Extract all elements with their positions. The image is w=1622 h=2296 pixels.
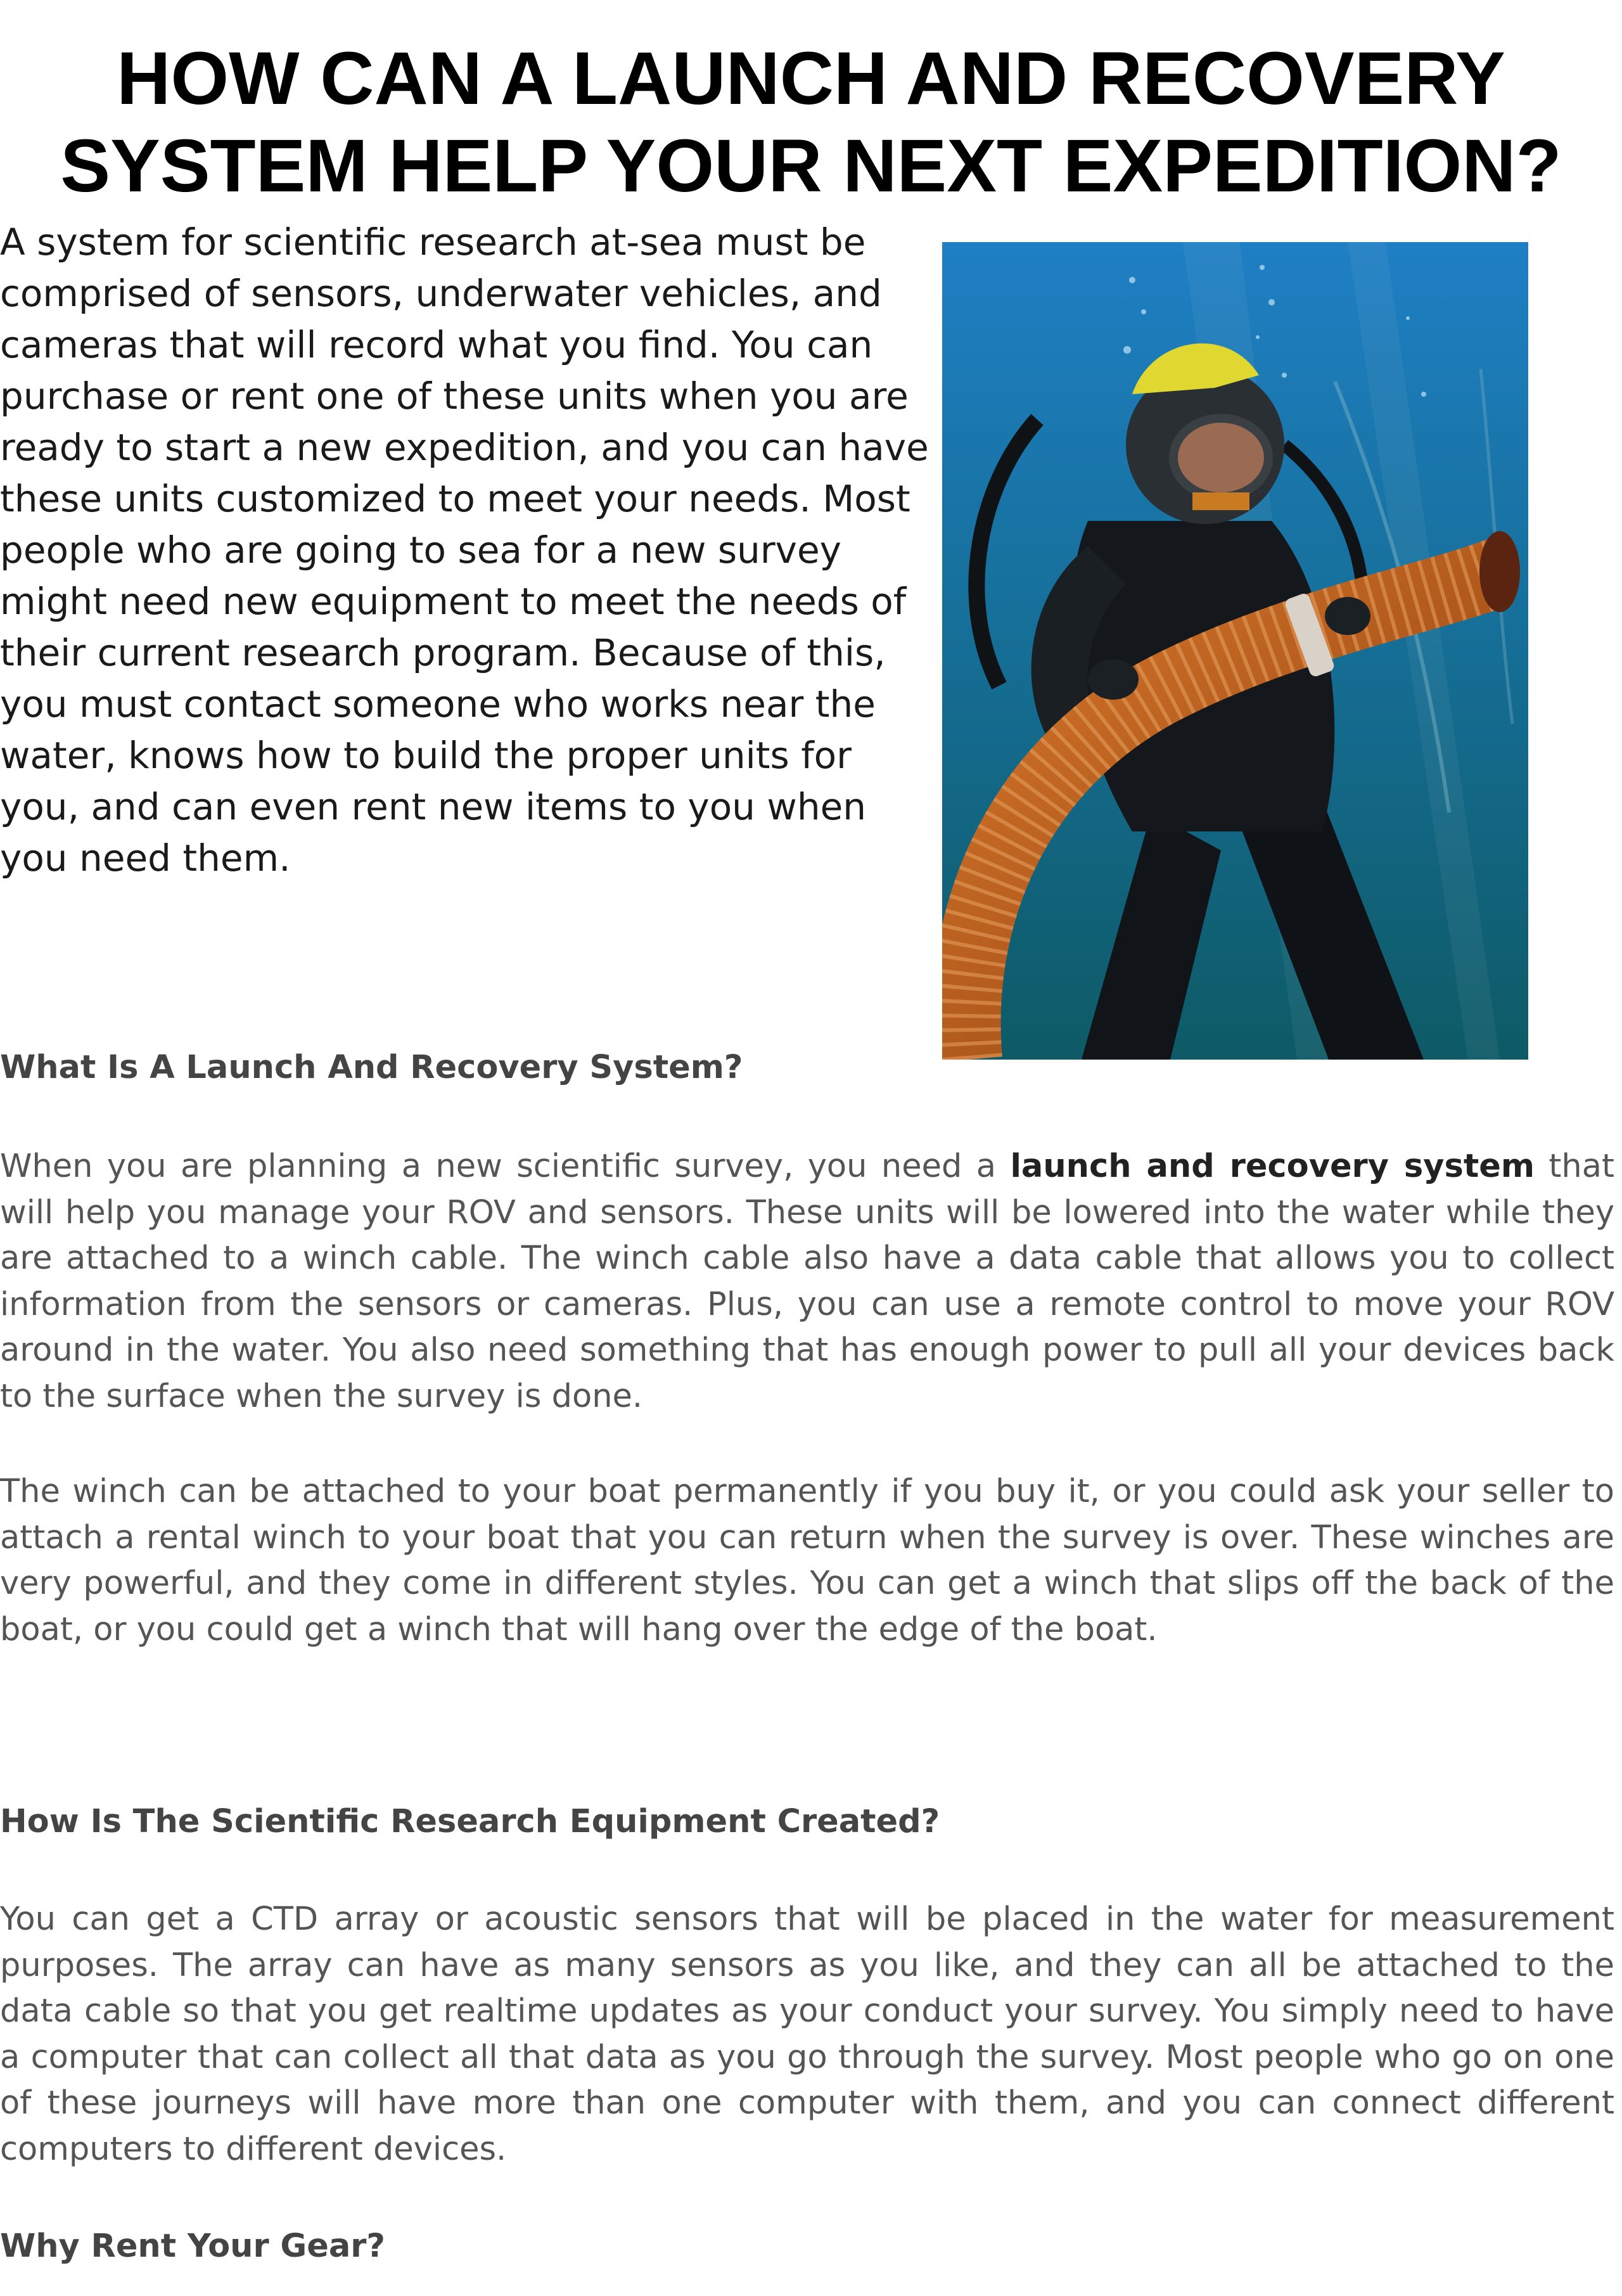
launch-recovery-link-text: launch and recovery system <box>1010 1148 1535 1185</box>
diver-photo <box>942 242 1528 1060</box>
intro-paragraph: A system for scientific research at-sea must be comprised of sensors, underwater vehicles, and cameras that will record what you find. You can purchase or rent one of these units when you are ready to start a new expedition, and you can have these units customized to meet your needs. Most people who are going to sea for a new survey might need new equipment to meet the needs of their current research program. Because of this, you must contact someone who works near the water, knows how to build the proper units for you, and can even rent new items to you when you need them. <box>0 221 929 880</box>
diver-illustration <box>942 242 1528 1060</box>
section-paragraph: You can get a CTD array or acoustic sensors that will be placed in the water for measurement purposes. The array can have as many sensors as you like, and they can all be attached to the data cable so that you get realtime updates as your conduct your survey. You simply need to have a computer that can collect all that data as you go through the survey. Most people who go on one of these journeys will have more than one computer with them, and you can connect different computers to different devices. <box>0 1901 1614 2168</box>
section-heading-equipment-created: How Is The Scientific Research Equipment Created? <box>0 1803 940 1840</box>
section-heading-launch-recovery: What Is A Launch And Recovery System? <box>0 1049 743 1086</box>
section-paragraph: The winch can be attached to your boat permanently if you buy it, or you could ask your seller to attach a rental winch to your boat that you can return when the survey is over. These winches are very powerful, and they come in different styles. You can get a winch that slips off the back of the boat, or you could get a winch that will hang over the edge of the boat. <box>0 1473 1614 1648</box>
section-heading-rent-gear: Why Rent Your Gear? <box>0 2228 385 2265</box>
section-paragraph <box>0 1144 1614 1420</box>
paragraph-text: that will help you manage your ROV and sensors. These units will be lowered into the water while they are attached to a winch cable. The winch cable also have a data cable that allows you to collect information from the sensors or cameras. Plus, you can use a remote control to move your ROV around in the water. You also need something that has enough power to pull all your devices back to the surface when the survey is done. <box>0 1148 1614 1415</box>
paragraph-text: When you are planning a new scientific survey, you need a <box>0 1148 1011 1185</box>
page-title: HOW CAN A LAUNCH AND RECOVERY SYSTEM HELP YOUR NEXT EXPEDITION? <box>60 37 1562 208</box>
